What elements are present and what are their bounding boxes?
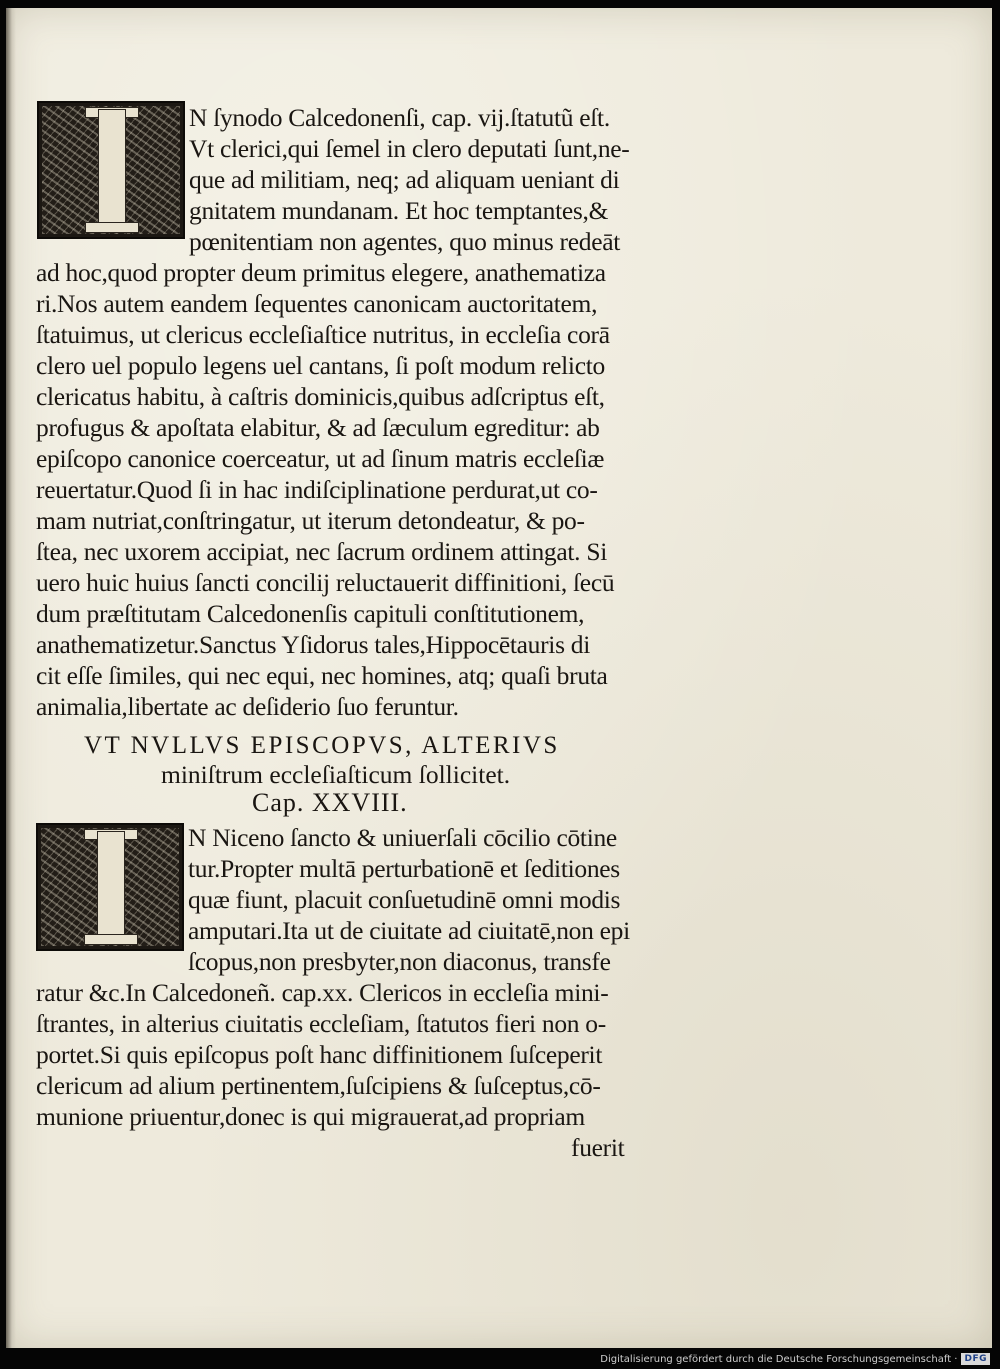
text-line-7: ri.Nos autem eandem ſequentes canonicam auctoritatem, [36,289,598,318]
text-line-1: N ſynodo Calcedonenſi, cap. vij.ſtatutũ eſt. [189,103,610,132]
text2-line-3: quæ fiunt, placuit conſuetudinē omni modis [188,885,621,914]
text-line-12: epiſcopo canonice coerceatur, ut ad ſinum matris eccleſiæ [36,444,605,473]
chapter-number: Cap. XXVIII. [252,788,408,817]
decorated-initial-i-second [36,823,184,951]
text2-line-1: N Niceno ſancto & uniuerſali cōcilio cōtine [188,823,617,852]
page-text [6,8,992,1348]
text-line-5: pœnitentiam non agentes, quo minus redeāt [189,227,621,256]
text-line-3: que ad militiam, neq; ad aliquam ueniant di [189,165,620,194]
text2-line-9: clericum ad alium pertinentem,ſuſcipiens & ſuſceptus,cō- [36,1071,601,1100]
text-line-13: reuertatur.Quod ſi in hac indiſciplinatione perdurat,ut co- [36,475,598,504]
text-line-18: anathematizetur.Sanctus Yſidorus tales,Hippocētauris di [36,630,591,659]
text-line-19: cit eſſe ſimiles, qui nec equi, nec homines, atq; quaſi bruta [36,661,608,690]
funding-text: Digitalisierung gefördert durch die Deutsche Forschungsgemeinschaft · [600,1353,958,1365]
dfg-logo[interactable]: DFG [961,1353,990,1365]
text2-line-8: portet.Si quis epiſcopus poſt hanc diffinitionem ſuſceperit [36,1040,603,1069]
text-line-11: profugus & apoſtata elabitur, & ad ſæculum egreditur: ab [36,413,600,442]
chapter-subtitle: miniſtrum eccleſiaſticum ſollicitet. [161,760,511,789]
text2-line-10: munione priuentur,donec is qui migrauerat,ad propriam [36,1102,585,1131]
text-line-4: gnitatem mundanam. Et hoc temptantes,& [189,196,609,225]
text2-line-7: ſtrantes, in alterius ciuitatis eccleſiam, ſtatutos fieri non o- [36,1009,606,1038]
text2-line-5: ſcopus,non presbyter,non diaconus, transfe [188,947,611,976]
text-line-20: animalia,libertate ac deſiderio ſuo feruntur. [36,692,459,721]
funding-footer [600,1353,990,1365]
text-line-15: ſtea, nec uxorem accipiat, nec ſacrum ordinem attingat. Si [36,537,607,566]
text-line-16: uero huic huius ſancti concilij reluctauerit diffinitioni, ſecū [36,568,615,597]
decorated-initial-i [37,101,185,239]
text-line-10: clericatus habitu, à caſtris dominicis,quibus adſcriptus eſt, [36,382,605,411]
text2-line-2: tur.Propter multā perturbationē et ſeditiones [188,854,620,883]
chapter-title-caps: VT NVLLVS EPISCOPVS, ALTERIVS [84,732,560,759]
text-line-17: dum præſtitutam Calcedonenſis capituli conſtitutionem, [36,599,585,628]
book-page [6,8,992,1348]
text-line-6: ad hoc,quod propter deum primitus elegere, anathematiza [36,258,606,287]
text2-line-6: ratur &c.In Calcedoneñ. cap.xx. Clericos in eccleſia mini- [36,978,609,1007]
text-line-14: mam nutriat,conſtringatur, ut iterum detondeatur, & po- [36,506,585,535]
text-line-9: clero uel populo legens uel cantans, ſi poſt modum relicto [36,351,605,380]
catchword: fuerit [571,1133,625,1162]
text2-line-4: amputari.Ita ut de ciuitate ad ciuitatē,non epi [188,916,630,945]
text-line-2: Vt clerici,qui ſemel in clero deputati ſunt,ne- [189,134,630,163]
text-line-8: ſtatuimus, ut clericus eccleſiaſtice nutritus, in eccleſia corā [36,320,610,349]
